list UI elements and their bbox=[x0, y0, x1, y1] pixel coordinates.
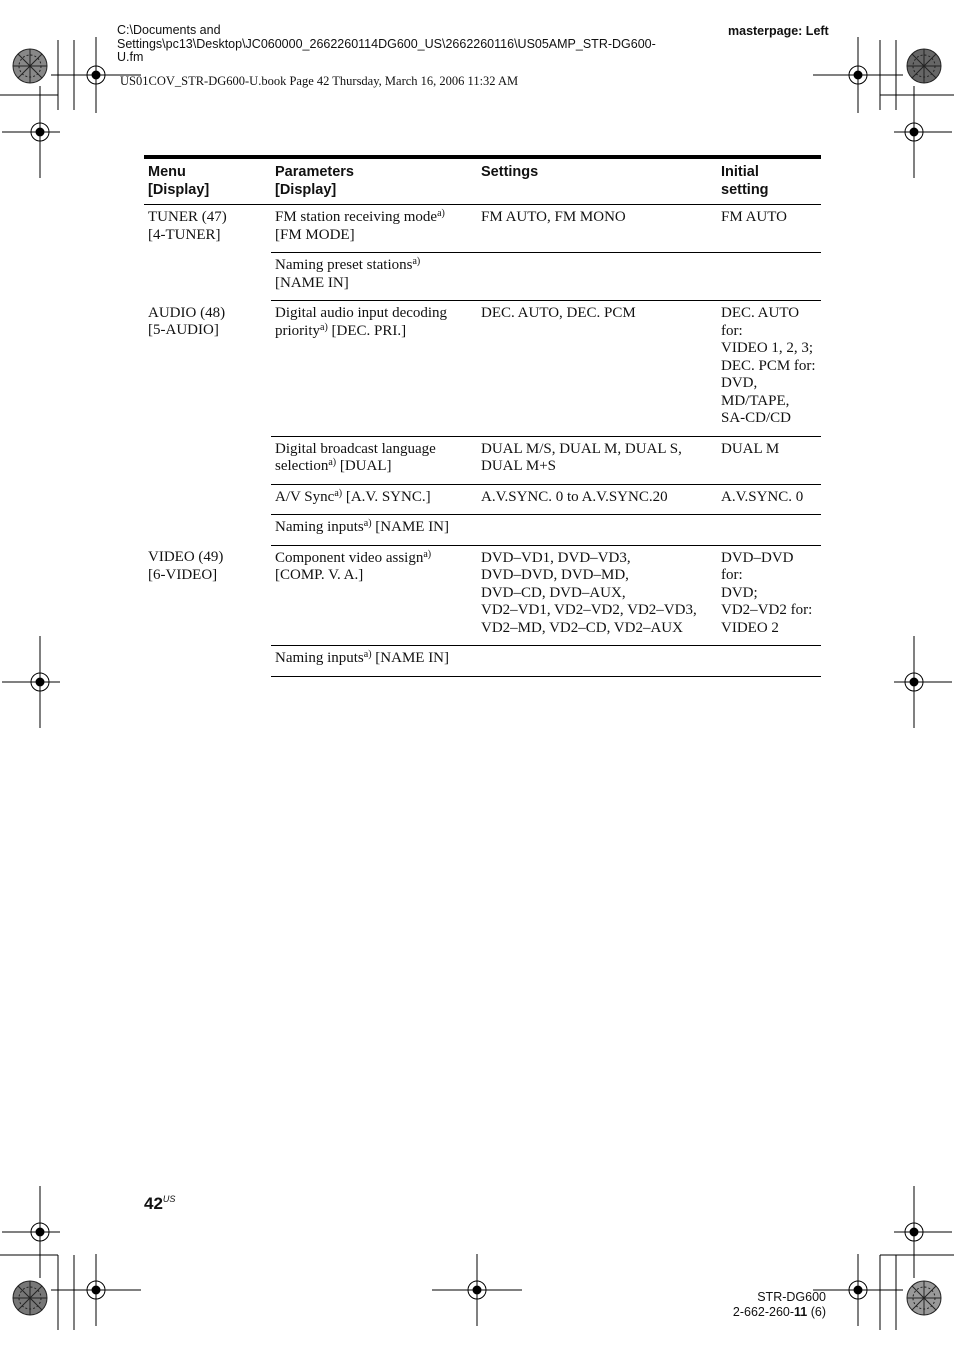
settings-cell bbox=[477, 515, 717, 546]
masterpage-label: masterpage: Left bbox=[728, 24, 829, 38]
file-path-header bbox=[117, 24, 717, 65]
model-info bbox=[700, 1290, 826, 1320]
table-row bbox=[144, 545, 821, 646]
parameter-cell: Naming inputs$^{a)}$ [NAME IN] bbox=[271, 646, 477, 677]
settings-table bbox=[144, 155, 821, 677]
settings-cell: DVD–VD1, DVD–VD3, DVD–DVD, DVD–MD, DVD–CD, DVD–AUX, VD2–VD1, VD2–VD2, VD2–VD3, VD2–MD, VD2–CD, VD2–AUX bbox=[477, 545, 717, 646]
settings-cell: DUAL M/S, DUAL M, DUAL S, DUAL M+S bbox=[477, 436, 717, 484]
model-name: STR-DG600 bbox=[757, 1290, 826, 1304]
file-path-line: U.fm bbox=[117, 50, 144, 64]
initial-cell: DUAL M bbox=[717, 436, 821, 484]
initial-cell bbox=[717, 515, 821, 546]
menu-cell-video: VIDEO (49) [6-VIDEO] bbox=[148, 549, 224, 583]
book-info-line: US01COV_STR-DG600-U.book Page 42 Thursday, March 16, 2006 11:32 AM bbox=[120, 74, 519, 88]
table-row bbox=[144, 205, 821, 253]
header-initial-setting: Initial setting bbox=[717, 157, 821, 205]
page-number: $42^{US}$ bbox=[144, 1194, 176, 1213]
table-row bbox=[144, 301, 821, 437]
menu-cell-tuner: TUNER (47) [4-TUNER] bbox=[148, 209, 227, 243]
parameter-cell: A/V Sync$^{a)}$ [A.V. SYNC.] bbox=[271, 484, 477, 515]
parameter-cell: Naming inputs$^{a)}$ [NAME IN] bbox=[271, 515, 477, 546]
parameter-cell: Naming preset stations$^{a)}$ [NAME IN] bbox=[271, 253, 477, 301]
header-menu: Menu [Display] bbox=[144, 157, 271, 205]
parameter-cell: FM station receiving mode$^{a)}$ [FM MODE] bbox=[271, 205, 477, 253]
settings-cell: FM AUTO, FM MONO bbox=[477, 205, 717, 253]
parameter-cell: Component video assign$^{a)}$ [COMP. V. A.] bbox=[271, 545, 477, 646]
initial-cell: DVD–DVD for: DVD; VD2–VD2 for: VIDEO 2 bbox=[717, 545, 821, 646]
page-region-suffix: US bbox=[162, 1194, 176, 1204]
parameter-cell: Digital audio input decoding priority$^{a)}$ [DEC. PRI.] bbox=[271, 301, 477, 437]
settings-cell bbox=[477, 253, 717, 301]
settings-cell: DEC. AUTO, DEC. PCM bbox=[477, 301, 717, 437]
initial-cell: A.V.SYNC. 0 bbox=[717, 484, 821, 515]
menu-cell-audio: AUDIO (48) [5-AUDIO] bbox=[148, 304, 226, 338]
parameter-cell: Digital broadcast language selection$^{a)}$ [DUAL] bbox=[271, 436, 477, 484]
initial-cell bbox=[717, 253, 821, 301]
initial-cell: DEC. AUTO for: VIDEO 1, 2, 3; DEC. PCM for: DVD, MD/TAPE, SA-CD/CD bbox=[717, 301, 821, 437]
header-settings: Settings bbox=[477, 157, 717, 205]
file-path-line: Settings\pc13\Desktop\JC060000_2662260114DG600_US\2662260116\US05AMP_STR-DG600- bbox=[117, 36, 656, 51]
settings-cell bbox=[477, 646, 717, 677]
part-number: 2-662-260-11 (6) bbox=[732, 1305, 826, 1319]
table-header-row bbox=[144, 157, 821, 205]
initial-cell bbox=[717, 646, 821, 677]
initial-cell: FM AUTO bbox=[717, 205, 821, 253]
settings-cell: A.V.SYNC. 0 to A.V.SYNC.20 bbox=[477, 484, 717, 515]
header-parameters: Parameters [Display] bbox=[271, 157, 477, 205]
file-path-line: C:\Documents and bbox=[117, 23, 221, 37]
